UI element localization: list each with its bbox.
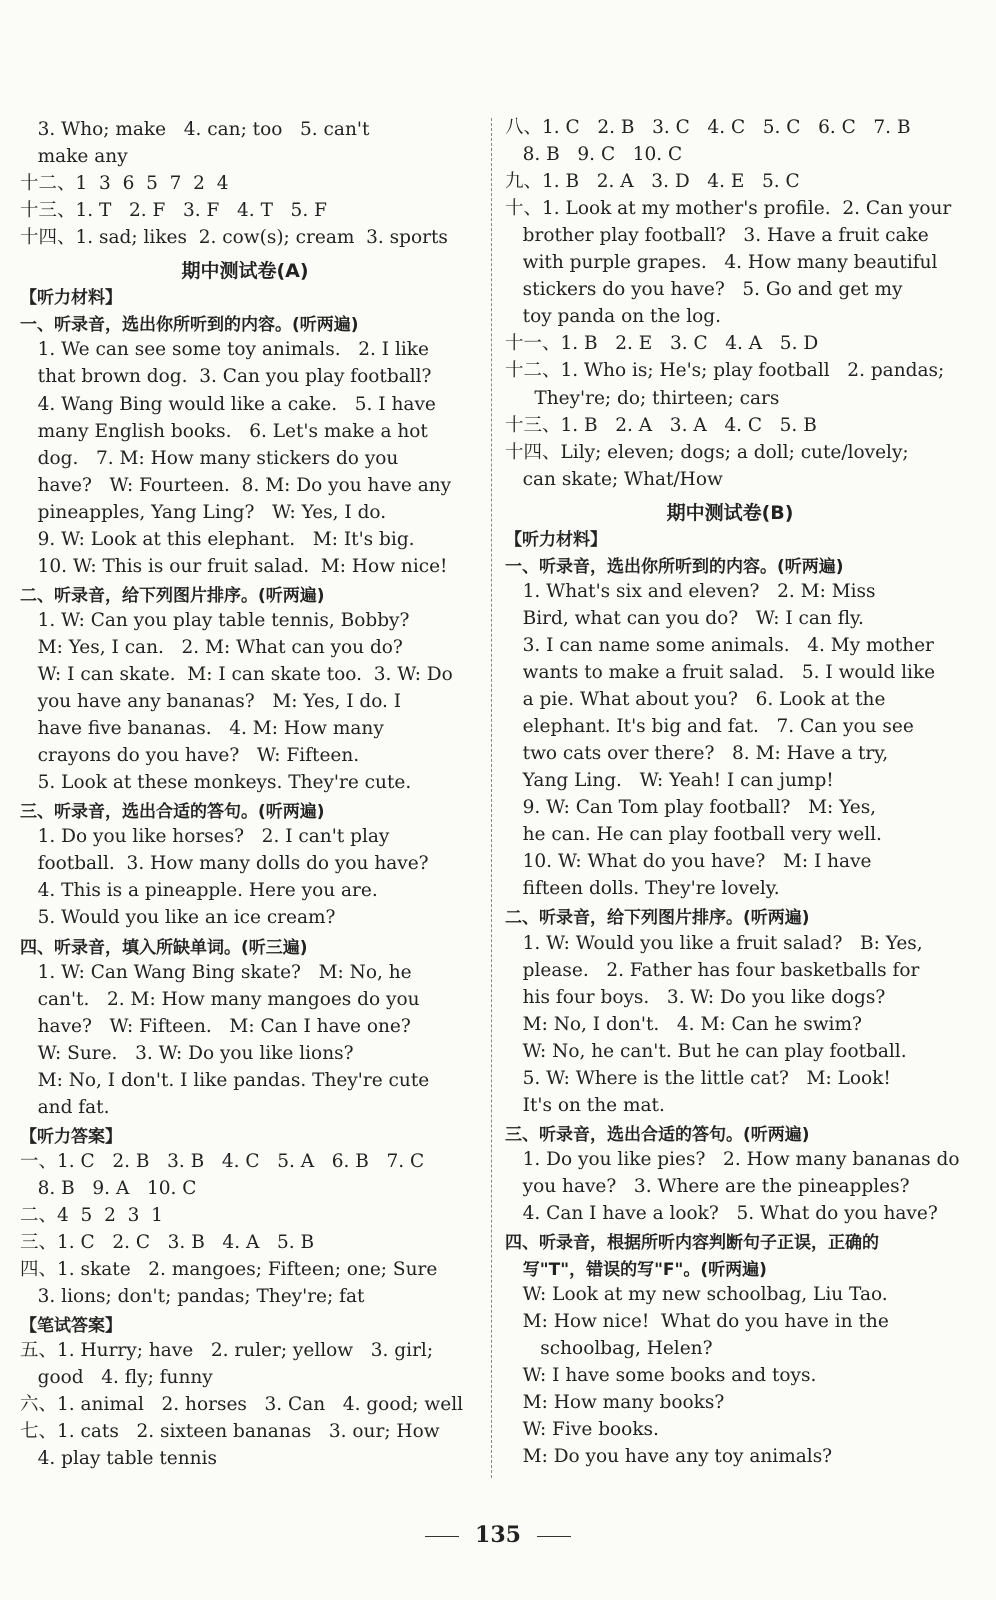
text-line: 十四、Lily; eleven; dogs; a doll; cute/lovely;	[505, 441, 909, 463]
section-heading: 一、听录音，选出你所听到的内容。(听两遍)	[505, 556, 844, 577]
text-line: 4. Can I have a look? 5. What do you have?	[505, 1203, 938, 1224]
section-title: 期中测试卷(A)	[181, 260, 309, 283]
text-line: Yang Ling. W: Yeah! I can jump!	[505, 770, 834, 792]
page-number: 135	[475, 1522, 521, 1548]
section-heading: 三、听录音，选出合适的答句。(听两遍)	[505, 1124, 810, 1145]
section-heading: 三、听录音，选出合适的答句。(听两遍)	[20, 802, 325, 823]
text-line: 1. What's six and eleven? 2. M: Miss	[505, 580, 876, 602]
text-line: with purple grapes. 4. How many beautiful	[505, 252, 938, 274]
text-line: 3. Who; make 4. can; too 5. can't	[20, 119, 370, 140]
text-line: you have? 3. Where are the pineapples?	[505, 1175, 910, 1197]
text-line: have five bananas. 4. M: How many	[20, 718, 384, 740]
text-line: he can. He can play football very well.	[505, 824, 882, 846]
text-line: 5. Would you like an ice cream?	[20, 907, 336, 929]
text-line: can skate; What/How	[505, 468, 723, 490]
text-line: toy panda on the log.	[505, 306, 721, 328]
text-line: 十四、1. sad; likes 2. cow(s); cream 3. sports	[20, 227, 448, 249]
text-line: football. 3. How many dolls do you have?	[20, 853, 429, 875]
text-line: 3. I can name some animals. 4. My mother	[505, 634, 934, 656]
text-line: W: I can skate. M: I can skate too. 3. W: Do	[20, 664, 453, 685]
text-line: elephant. It's big and fat. 7. Can you see	[505, 716, 914, 738]
text-line: W: Sure. 3. W: Do you like lions?	[20, 1042, 354, 1064]
text-line: 十三、1. T 2. F 3. F 4. T 5. F	[20, 200, 327, 222]
text-line: 9. W: Can Tom play football? M: Yes,	[505, 797, 877, 819]
text-line: 10. W: What do you have? M: I have	[505, 851, 872, 873]
text-line: pineapples, Yang Ling? W: Yes, I do.	[20, 501, 387, 523]
text-line: 4. Wang Bing would like a cake. 5. I have	[20, 393, 436, 415]
section-heading: 二、听录音，给下列图片排序。(听两遍)	[505, 908, 810, 929]
text-line: 十三、1. B 2. A 3. A 4. C 5. B	[505, 414, 817, 436]
text-line: 4. This is a pineapple. Here you are.	[20, 880, 378, 902]
text-line: 1. Do you like horses? 2. I can't play	[20, 826, 390, 848]
section-heading: 二、听录音，给下列图片排序。(听两遍)	[20, 585, 325, 606]
text-line: It's on the mat.	[505, 1094, 665, 1116]
text-line: 五、1. Hurry; have 2. ruler; yellow 3. girl;	[20, 1340, 434, 1362]
text-line: M: No, I don't. I like pandas. They're cute	[20, 1069, 430, 1091]
text-line: 1. Do you like pies? 2. How many bananas do	[505, 1148, 960, 1170]
text-line: make any	[20, 146, 128, 168]
text-line: 七、1. cats 2. sixteen bananas 3. our; How	[20, 1421, 440, 1443]
text-line: please. 2. Father has four basketballs for	[505, 959, 920, 981]
text-line: 六、1. animal 2. horses 3. Can 4. good; well	[20, 1394, 464, 1416]
text-line: a pie. What about you? 6. Look at the	[505, 689, 886, 711]
text-line: two cats over there? 8. M: Have a try,	[505, 743, 889, 765]
text-line: have? W: Fourteen. 8. M: Do you have any	[20, 474, 452, 496]
section-heading: 四、听录音，根据所听内容判断句子正误，正确的	[505, 1233, 879, 1254]
text-line: schoolbag, Helen?	[505, 1338, 713, 1360]
section-heading: 一、听录音，选出你所听到的内容。(听两遍)	[20, 315, 359, 336]
text-line: 3. lions; don't; pandas; They're; fat	[20, 1286, 365, 1308]
text-line: M: How nice! What do you have in the	[505, 1311, 889, 1333]
text-line: 5. W: Where is the little cat? M: Look!	[505, 1067, 891, 1089]
text-line: 二、4 5 2 3 1	[20, 1205, 163, 1226]
section-heading: 【听力材料】	[20, 288, 122, 309]
text-line: and fat.	[20, 1096, 110, 1118]
text-line: 1. W: Can you play table tennis, Bobby?	[20, 609, 410, 631]
text-line: 十二、1. Who is; He's; play football 2. pandas;	[505, 360, 945, 382]
text-line: 1. W: Would you like a fruit salad? B: Yes,	[505, 932, 923, 954]
text-line: dog. 7. M: How many stickers do you	[20, 447, 399, 469]
section-title: 期中测试卷(B)	[666, 501, 794, 524]
section-heading: 【笔试答案】	[20, 1316, 122, 1337]
text-line: can't. 2. M: How many mangoes do you	[20, 988, 420, 1010]
text-line: crayons do you have? W: Fifteen.	[20, 745, 360, 767]
text-line: that brown dog. 3. Can you play football?	[20, 366, 432, 388]
text-line: 四、1. skate 2. mangoes; Fifteen; one; Sure	[20, 1259, 438, 1281]
text-line: brother play football? 3. Have a fruit cake	[505, 225, 929, 247]
text-line: 九、1. B 2. A 3. D 4. E 5. C	[505, 171, 800, 193]
text-line: many English books. 6. Let's make a hot	[20, 420, 428, 442]
text-line: 4. play table tennis	[20, 1448, 217, 1470]
text-line: his four boys. 3. W: Do you like dogs?	[505, 986, 886, 1008]
text-line: 八、1. C 2. B 3. C 4. C 5. C 6. C 7. B	[505, 117, 911, 138]
text-line: W: Five books.	[505, 1419, 659, 1441]
section-heading: 【听力材料】	[505, 529, 607, 550]
text-line: 10. W: This is our fruit salad. M: How nice!	[20, 555, 448, 577]
text-line: 1. W: Can Wang Bing skate? M: No, he	[20, 961, 412, 983]
text-line: M: No, I don't. 4. M: Can he swim?	[505, 1013, 862, 1035]
text-line: 十、1. Look at my mother's profile. 2. Can your	[505, 198, 952, 220]
footer-dash-left	[425, 1536, 459, 1537]
text-line: have? W: Fifteen. M: Can I have one?	[20, 1015, 411, 1037]
section-heading: 【听力答案】	[20, 1126, 122, 1147]
text-line: 8. B 9. A 10. C	[20, 1177, 197, 1199]
text-line: M: How many books?	[505, 1392, 725, 1414]
text-line: 1. We can see some toy animals. 2. I like	[20, 339, 429, 361]
text-line: you have any bananas? M: Yes, I do. I	[20, 691, 402, 713]
text-line: 8. B 9. C 10. C	[505, 144, 683, 166]
section-heading: 四、听录音，填入所缺单词。(听三遍)	[20, 937, 308, 958]
column-divider	[491, 118, 492, 1478]
text-line: They're; do; thirteen; cars	[505, 387, 780, 409]
text-line: M: Do you have any toy animals?	[505, 1446, 833, 1468]
text-line: W: I have some books and toys.	[505, 1365, 817, 1387]
text-line: 一、1. C 2. B 3. B 4. C 5. A 6. B 7. C	[20, 1150, 425, 1172]
text-line: Bird, what can you do? W: I can fly.	[505, 607, 864, 629]
text-line: W: No, he can't. But he can play football.	[505, 1040, 907, 1062]
text-line: good 4. fly; funny	[20, 1367, 213, 1389]
text-line: W: Look at my new schoolbag, Liu Tao.	[505, 1284, 888, 1306]
text-line: 十一、1. B 2. E 3. C 4. A 5. D	[505, 333, 819, 355]
text-line: 9. W: Look at this elephant. M: It's big.	[20, 528, 415, 550]
footer-dash-right	[537, 1536, 571, 1537]
text-line: 十二、1 3 6 5 7 2 4	[20, 173, 229, 195]
page-footer	[0, 1522, 996, 1548]
text-line: fifteen dolls. They're lovely.	[505, 878, 780, 900]
text-line: wants to make a fruit salad. 5. I would like	[505, 662, 936, 683]
text-line: M: Yes, I can. 2. M: What can you do?	[20, 636, 403, 658]
section-heading: 写"T"，错误的写"F"。(听两遍)	[505, 1260, 767, 1281]
text-line: 5. Look at these monkeys. They're cute.	[20, 772, 412, 794]
text-line: 三、1. C 2. C 3. B 4. A 5. B	[20, 1232, 315, 1254]
text-line: stickers do you have? 5. Go and get my	[505, 279, 903, 301]
